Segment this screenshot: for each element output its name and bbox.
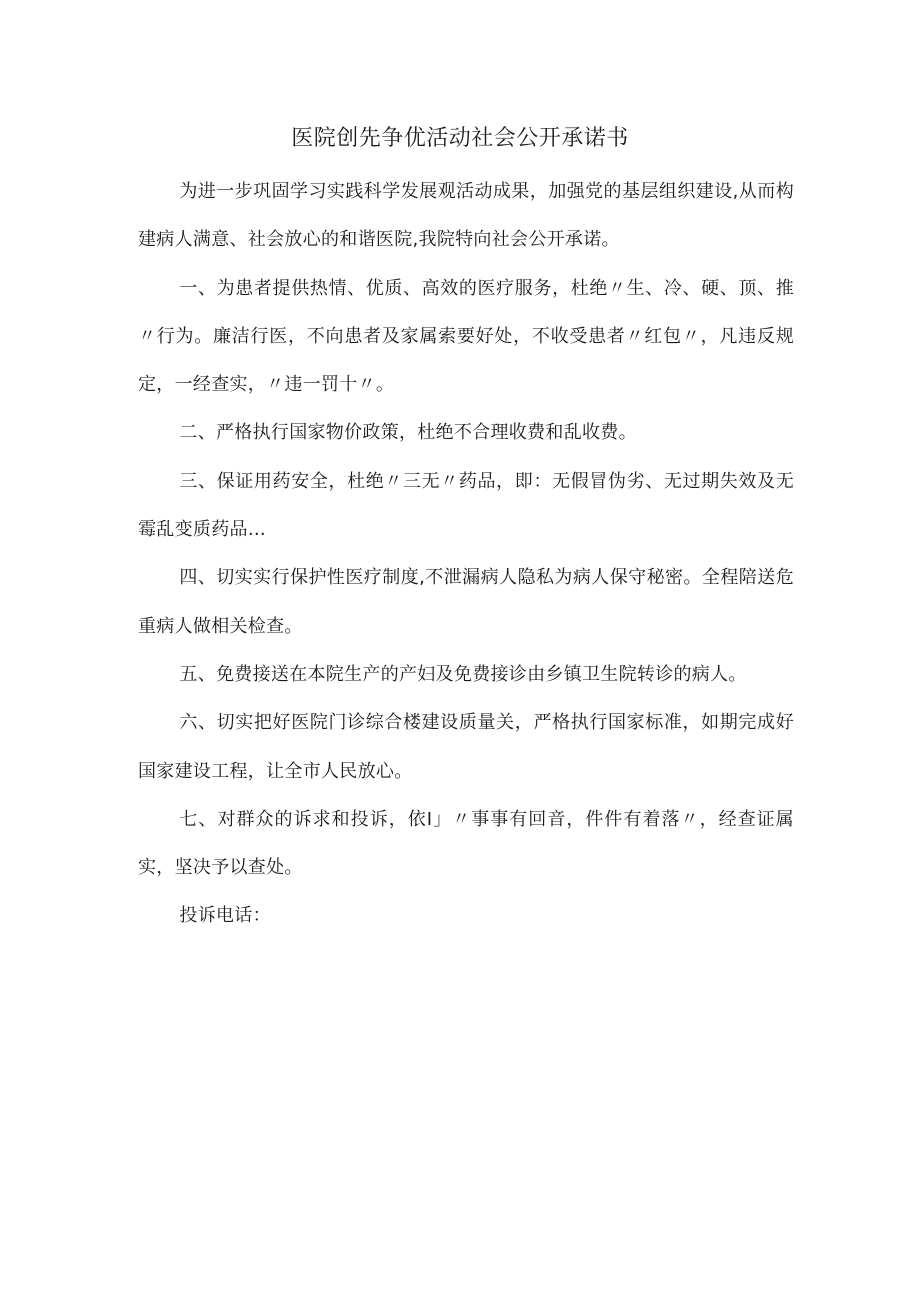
commitment-item-2: 二、严格执行国家物价政策，杜绝不合理收费和乱收费。 <box>179 422 637 444</box>
commitment-item-7: 七、对群众的诉求和投诉，依I」〃事事有回音，件件有着落〃，经查证属实，坚决予以查处。 <box>138 808 794 879</box>
document-title: 医院创先争优活动社会公开承诺书 <box>291 126 629 151</box>
commitment-item-4: 四、切实实行保护性医疗制度,不泄漏病人隐私为病人保守秘密。全程陪送危重病人做相关检查。 <box>138 567 794 637</box>
commitment-item-3: 三、保证用药安全，杜绝〃三无〃药品，即：无假冒伪劣、无过期失效及无霉乱变质药品… <box>138 470 794 541</box>
intro-paragraph: 为进一步巩固学习实践科学发展观活动成果，加强党的基层组织建设,从而构建病人满意、社会放心的和谐医院,我院特向社会公开承诺。 <box>138 181 794 251</box>
commitment-item-5: 五、免费接送在本院生产的产妇及免费接诊由乡镇卫生院转诊的病人。 <box>179 663 747 685</box>
commitment-item-6: 六、切实把好医院门诊综合楼建设质量关，严格执行国家标准，如期完成好国家建设工程，让全市人民放心。 <box>138 712 794 782</box>
document-body <box>138 168 794 941</box>
commitment-item-1: 一、为患者提供热情、优质、高效的医疗服务，杜绝〃生、冷、硬、顶、推〃行为。廉洁行医，不向患者及家属索要好处，不收受患者〃红包〃，凡违反规定，一经查实，〃违一罚十〃。 <box>138 277 794 396</box>
complaint-phone-label: 投诉电话： <box>179 905 271 927</box>
